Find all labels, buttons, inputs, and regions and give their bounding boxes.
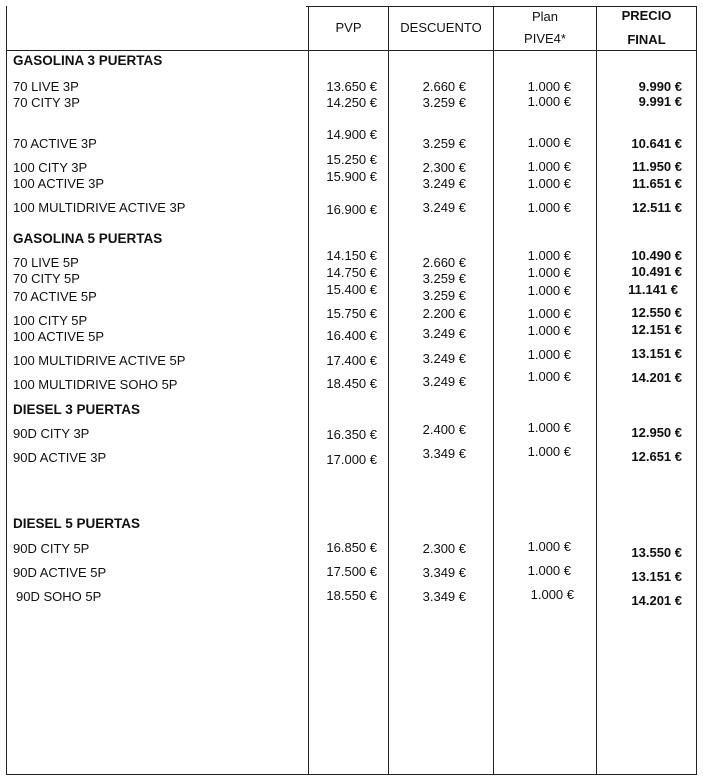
table-bottom-border bbox=[6, 774, 697, 775]
model-name: 70 ACTIVE 3P bbox=[13, 136, 97, 151]
pvp-value: 15.400 € bbox=[326, 282, 377, 297]
descuento-value: 3.249 € bbox=[422, 326, 466, 341]
model-name: 90D ACTIVE 5P bbox=[13, 565, 107, 580]
plan-value: 1.000 € bbox=[527, 444, 571, 459]
plan-value: 1.000 € bbox=[527, 135, 571, 150]
final-price: 14.201 € bbox=[631, 593, 682, 608]
model-name: 100 ACTIVE 5P bbox=[13, 329, 105, 344]
section-title: DIESEL 5 PUERTAS bbox=[13, 516, 141, 531]
plan-value: 1.000 € bbox=[527, 347, 571, 362]
pvp-value: 15.250 € bbox=[326, 152, 377, 167]
final-price: 11.950 € bbox=[632, 159, 682, 174]
pvp-value: 16.850 € bbox=[326, 540, 377, 555]
plan-value: 1.000 € bbox=[527, 563, 571, 578]
plan-value: 1.000 € bbox=[527, 176, 571, 191]
model-name: 90D CITY 5P bbox=[13, 541, 90, 556]
plan-value: 1.000 € bbox=[527, 306, 571, 321]
section-title: GASOLINA 3 PUERTAS bbox=[13, 53, 163, 68]
pvp-value: 14.750 € bbox=[326, 265, 377, 280]
model-name: 100 MULTIDRIVE ACTIVE 3P bbox=[13, 200, 186, 215]
descuento-value: 3.249 € bbox=[422, 176, 466, 191]
header-pvp: PVP bbox=[335, 20, 362, 35]
final-price: 9.990 € bbox=[638, 79, 682, 94]
descuento-value: 2.400 € bbox=[422, 422, 466, 437]
descuento-value: 3.259 € bbox=[422, 288, 466, 303]
descuento-value: 3.259 € bbox=[422, 271, 466, 286]
descuento-value: 2.300 € bbox=[422, 160, 466, 175]
section-title: DIESEL 3 PUERTAS bbox=[13, 402, 141, 417]
plan-value: 1.000 € bbox=[530, 587, 574, 602]
descuento-value: 3.259 € bbox=[422, 136, 466, 151]
descuento-value: 3.349 € bbox=[422, 589, 466, 604]
pvp-value: 17.000 € bbox=[326, 452, 377, 467]
final-price: 10.490 € bbox=[631, 248, 682, 263]
pvp-value: 14.900 € bbox=[326, 127, 377, 142]
model-name: 100 CITY 5P bbox=[13, 313, 88, 328]
final-price: 14.201 € bbox=[631, 370, 682, 385]
header-precio-line2: FINAL bbox=[627, 32, 666, 47]
divider-model-pvp bbox=[308, 6, 309, 775]
pvp-value: 16.900 € bbox=[326, 202, 377, 217]
table-border-left bbox=[6, 6, 7, 775]
pvp-value: 17.400 € bbox=[326, 353, 377, 368]
plan-value: 1.000 € bbox=[527, 94, 571, 109]
price-table bbox=[6, 6, 697, 775]
final-price: 12.511 € bbox=[632, 200, 682, 215]
descuento-value: 2.300 € bbox=[422, 541, 466, 556]
descuento-value: 2.660 € bbox=[422, 79, 466, 94]
final-price: 10.491 € bbox=[631, 264, 682, 279]
plan-value: 1.000 € bbox=[527, 283, 571, 298]
pvp-value: 16.400 € bbox=[326, 328, 377, 343]
plan-value: 1.000 € bbox=[527, 159, 571, 174]
model-name: 100 MULTIDRIVE ACTIVE 5P bbox=[13, 353, 186, 368]
plan-value: 1.000 € bbox=[527, 200, 571, 215]
pvp-value: 15.750 € bbox=[326, 306, 377, 321]
pvp-value: 18.450 € bbox=[326, 376, 377, 391]
header-plan-line2: PIVE4* bbox=[524, 31, 566, 46]
descuento-value: 3.259 € bbox=[422, 95, 466, 110]
final-price: 9.991 € bbox=[638, 94, 682, 109]
section-title: GASOLINA 5 PUERTAS bbox=[13, 231, 163, 246]
final-price: 13.151 € bbox=[631, 569, 682, 584]
model-name: 70 ACTIVE 5P bbox=[13, 289, 97, 304]
header-precio-line1: PRECIO bbox=[621, 8, 672, 23]
model-name: 70 LIVE 5P bbox=[13, 255, 79, 270]
divider-pvp-descuento bbox=[388, 6, 389, 775]
descuento-value: 2.200 € bbox=[422, 306, 466, 321]
pvp-value: 17.500 € bbox=[326, 564, 377, 579]
model-name: 100 ACTIVE 3P bbox=[13, 176, 105, 191]
plan-value: 1.000 € bbox=[527, 420, 571, 435]
table-border-right bbox=[696, 6, 697, 775]
pvp-value: 14.150 € bbox=[326, 248, 377, 263]
pvp-value: 15.900 € bbox=[326, 169, 377, 184]
header-bottom-border bbox=[6, 50, 697, 51]
plan-value: 1.000 € bbox=[527, 248, 571, 263]
model-name: 90D ACTIVE 3P bbox=[13, 450, 107, 465]
header-plan-line1: Plan bbox=[531, 9, 559, 24]
descuento-value: 3.249 € bbox=[422, 351, 466, 366]
descuento-value: 3.349 € bbox=[422, 565, 466, 580]
final-price: 12.151 € bbox=[631, 322, 682, 337]
final-price: 11.141 € bbox=[628, 282, 678, 297]
model-name: 90D CITY 3P bbox=[13, 426, 90, 441]
final-price: 12.950 € bbox=[631, 425, 682, 440]
descuento-value: 3.249 € bbox=[422, 200, 466, 215]
pvp-value: 16.350 € bbox=[326, 427, 377, 442]
header-top-border bbox=[306, 6, 697, 7]
final-price: 10.641 € bbox=[631, 136, 682, 151]
model-name: 100 MULTIDRIVE SOHO 5P bbox=[13, 377, 178, 392]
descuento-value: 3.249 € bbox=[422, 374, 466, 389]
pvp-value: 14.250 € bbox=[326, 95, 377, 110]
final-price: 13.550 € bbox=[631, 545, 682, 560]
divider-descuento-plan bbox=[493, 6, 494, 775]
model-name: 70 LIVE 3P bbox=[13, 79, 79, 94]
model-name: 70 CITY 5P bbox=[13, 271, 80, 286]
plan-value: 1.000 € bbox=[527, 539, 571, 554]
header-descuento: DESCUENTO bbox=[400, 20, 482, 35]
plan-value: 1.000 € bbox=[527, 79, 571, 94]
plan-value: 1.000 € bbox=[527, 323, 571, 338]
final-price: 11.651 € bbox=[632, 176, 682, 191]
plan-value: 1.000 € bbox=[527, 369, 571, 384]
pvp-value: 18.550 € bbox=[326, 588, 377, 603]
model-name: 90D SOHO 5P bbox=[16, 589, 102, 604]
descuento-value: 3.349 € bbox=[422, 446, 466, 461]
descuento-value: 2.660 € bbox=[422, 255, 466, 270]
final-price: 12.550 € bbox=[631, 305, 682, 320]
model-name: 70 CITY 3P bbox=[13, 95, 80, 110]
model-name: 100 CITY 3P bbox=[13, 160, 88, 175]
final-price: 12.651 € bbox=[631, 449, 682, 464]
plan-value: 1.000 € bbox=[527, 265, 571, 280]
pvp-value: 13.650 € bbox=[326, 79, 377, 94]
final-price: 13.151 € bbox=[631, 346, 682, 361]
divider-plan-final bbox=[596, 6, 597, 775]
